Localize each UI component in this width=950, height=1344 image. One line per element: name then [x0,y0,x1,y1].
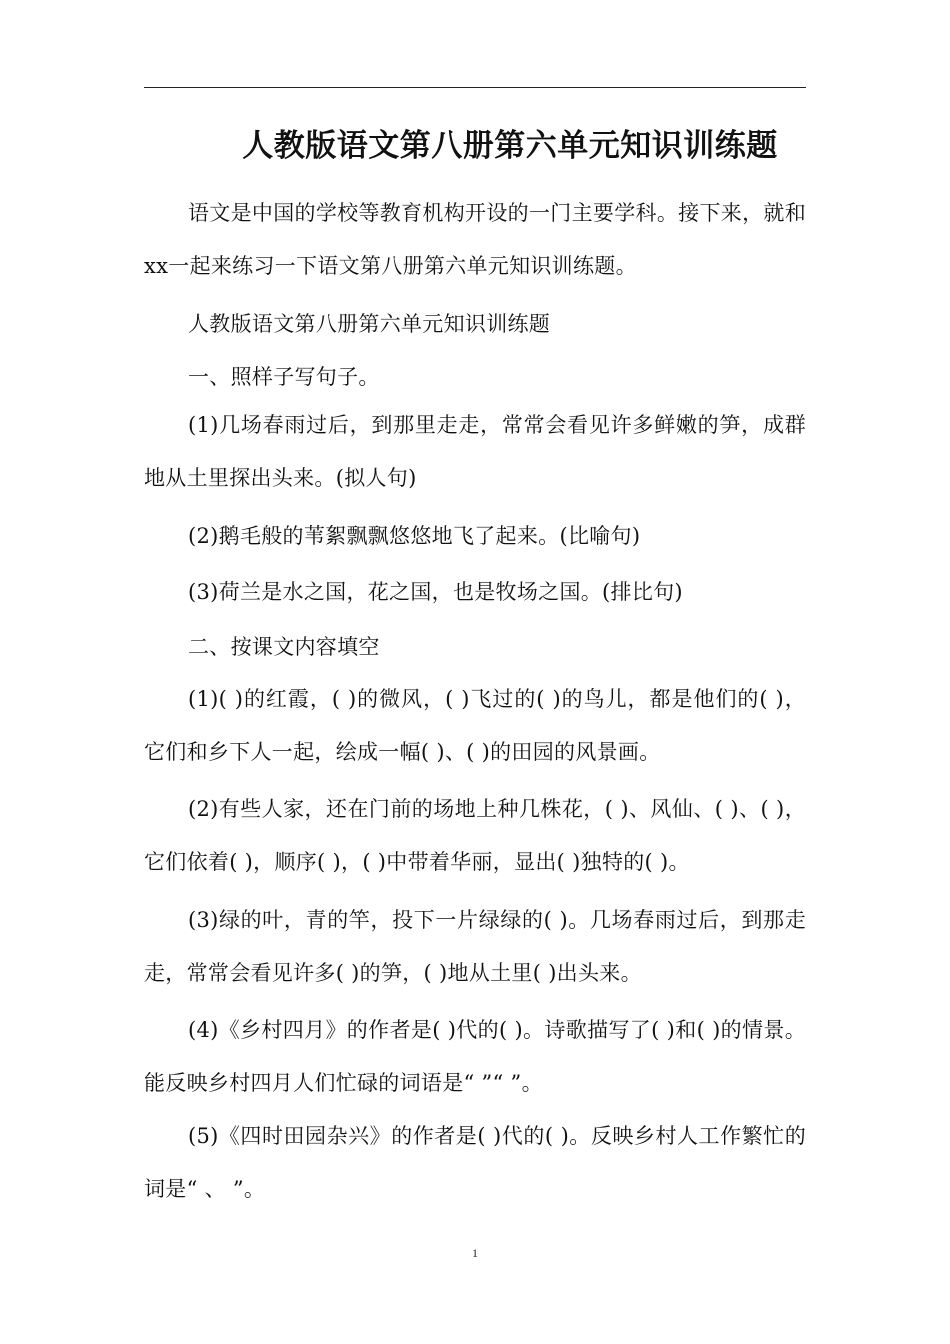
exercise-item: (2)鹅毛般的苇絮飘飘悠悠地飞了起来。(比喻句) [188,524,641,548]
fill-blank-item: (1)( )的红霞，( )的微风，( )飞过的( )的鸟儿，都是他们的( )，它们和乡下人一起，绘成一幅( )、( )的田园的风景画。 [144,687,806,764]
section-heading: 人教版语文第八册第六单元知识训练题 [188,312,551,336]
exercise-item: (3)荷兰是水之国，花之国，也是牧场之国。(排比句) [188,580,683,604]
part-two-heading: 二、按课文内容填空 [188,635,380,659]
intro-paragraph: 语文是中国的学校等教育机构开设的一门主要学科。接下来，就和xx一起来练习一下语文第八册第六单元知识训练题。 [144,201,806,278]
fill-blank-item: (5)《四时田园杂兴》的作者是( )代的( )。反映乡村人工作繁忙的词是“ 、 ”。 [144,1124,806,1201]
document-title: 人教版语文第八册第六单元知识训练题 [242,128,778,164]
page-number: 1 [472,1246,478,1260]
part-one-heading: 一、照样子写句子。 [188,365,380,389]
fill-blank-item: (2)有些人家，还在门前的场地上种几株花，( )、风仙、( )、( )，它们依着( )，顺序( )，( )中带着华丽，显出( )独特的( )。 [144,797,806,874]
exercise-item: (1)几场春雨过后，到那里走走，常常会看见许多鲜嫩的笋，成群地从土里探出头来。(拟人句) [144,413,806,490]
header-rule [144,87,806,88]
fill-blank-item: (4)《乡村四月》的作者是( )代的( )。诗歌描写了( )和( )的情景。能反映乡村四月人们忙碌的词语是“ ”“ ”。 [144,1018,806,1095]
fill-blank-item: (3)绿的叶，青的竿，投下一片绿绿的( )。几场春雨过后，到那走走，常常会看见许多( )的笋，( )地从土里( )出头来。 [144,908,806,985]
